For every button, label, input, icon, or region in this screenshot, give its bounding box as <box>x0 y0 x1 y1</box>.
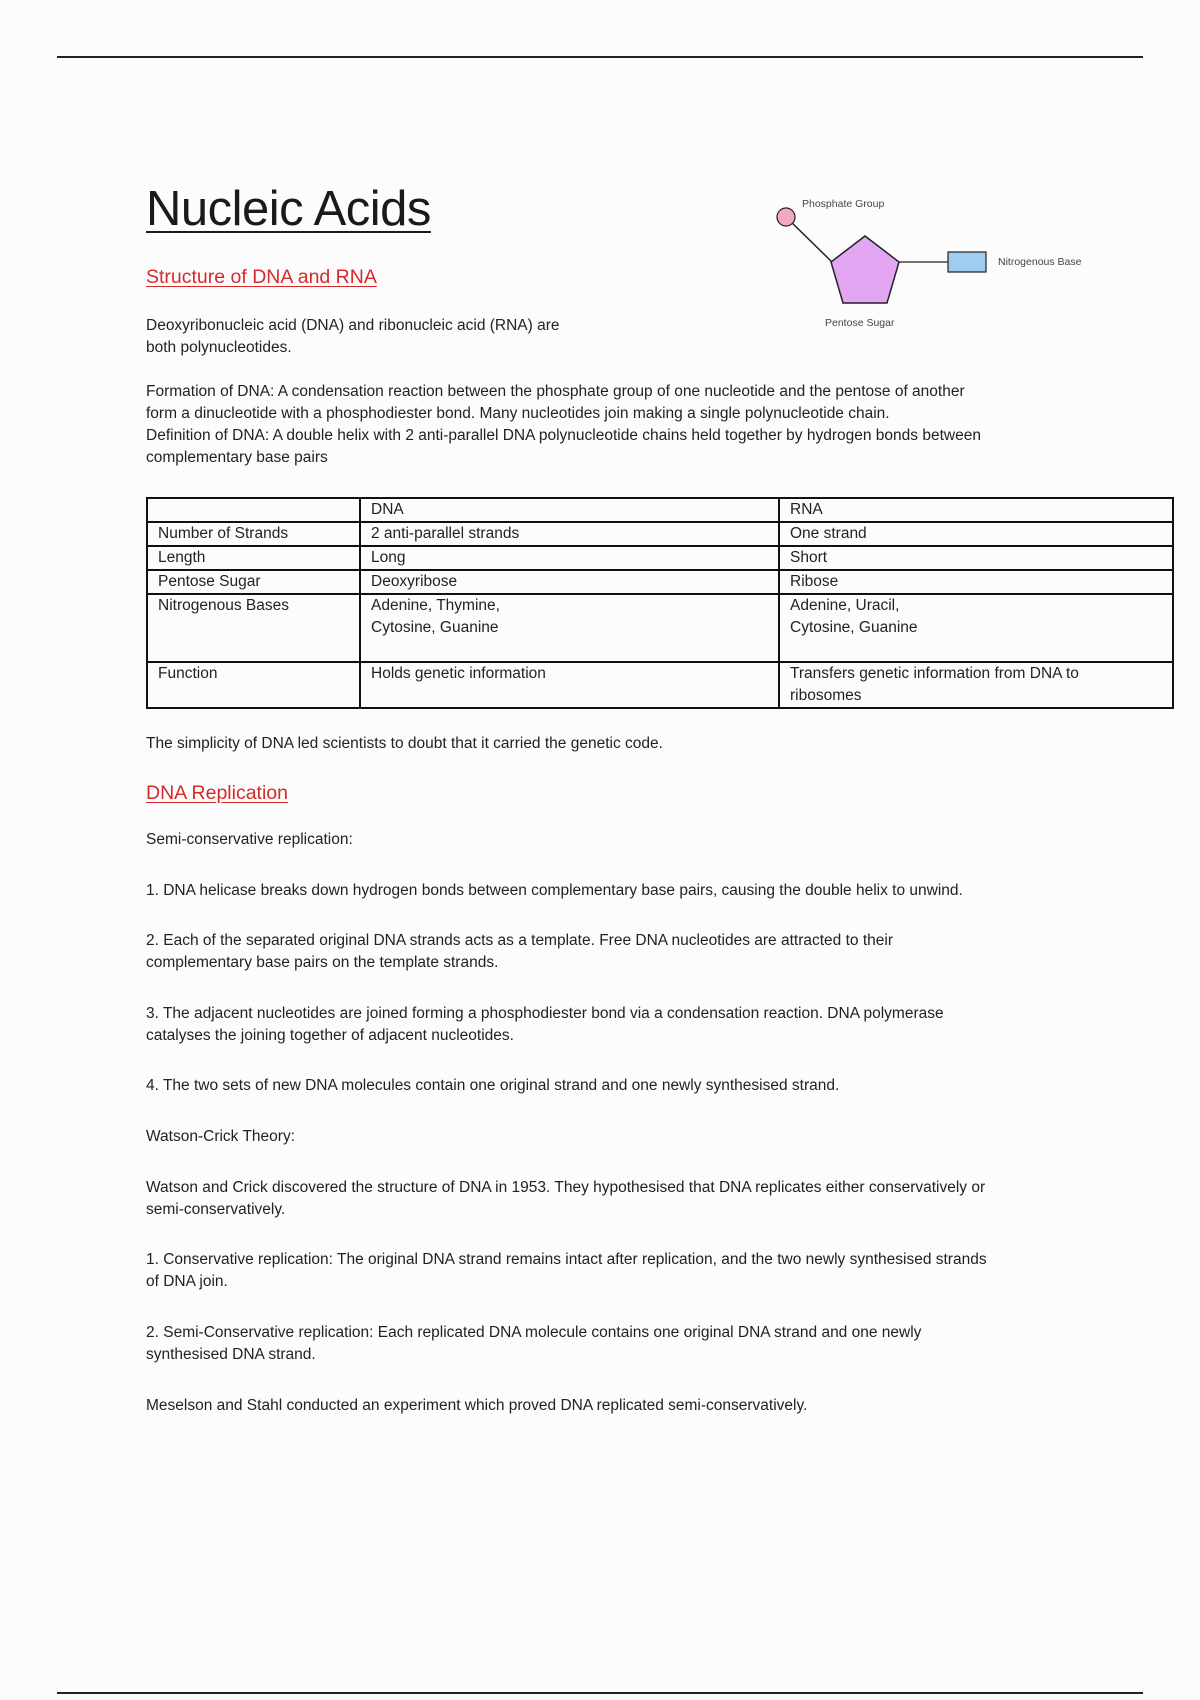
pentose-sugar-label: Pentose Sugar <box>825 317 895 329</box>
table-cell-dna: 2 anti-parallel strands <box>360 522 779 546</box>
replication-step-1: 1. DNA helicase breaks down hydrogen bonds between complementary base pairs, causing the double helix to unwind. <box>146 882 963 899</box>
watson-crick-line-1: Watson and Crick discovered the structure of DNA in 1953. They hypothesised that DNA replicates either conservatively or <box>146 1179 986 1196</box>
conservative-line-2: of DNA join. <box>146 1273 228 1290</box>
replication-step-4: 4. The two sets of new DNA molecules contain one original strand and one newly synthesised strand. <box>146 1077 840 1094</box>
table-row-label: Nitrogenous Bases <box>147 594 360 662</box>
table-row-label: Number of Strands <box>147 522 360 546</box>
table-cell-line: Cytosine, Guanine <box>790 619 918 636</box>
phosphate-group-label: Phosphate Group <box>802 198 885 210</box>
replication-step-3-line-2: catalyses the joining together of adjacent nucleotides. <box>146 1027 514 1044</box>
table-cell-line: Adenine, Uracil, <box>790 597 900 614</box>
meselson-stahl-note: Meselson and Stahl conducted an experiment which proved DNA replicated semi-conservatively. <box>146 1397 808 1414</box>
table-row-label: Length <box>147 546 360 570</box>
table-cell-dna: Deoxyribose <box>360 570 779 594</box>
definition-line-1: Definition of DNA: A double helix with 2 anti-parallel DNA polynucleotide chains held together by hydrogen bonds between <box>146 427 981 444</box>
watson-crick-heading: Watson-Crick Theory: <box>146 1128 296 1145</box>
semi-conservative-heading: Semi-conservative replication: <box>146 831 353 848</box>
formation-line-1: Formation of DNA: A condensation reaction between the phosphate group of one nucleotide and the pentose of another <box>146 383 965 400</box>
dna-rna-comparison-table <box>146 497 1174 709</box>
table-row <box>147 662 1173 708</box>
table-cell-line: Adenine, Thymine, <box>371 597 500 614</box>
top-rule <box>57 56 1143 58</box>
table-cell-dna: Long <box>360 546 779 570</box>
table-cell-line: Cytosine, Guanine <box>371 619 499 636</box>
section-heading-structure: Structure of DNA and RNA <box>146 266 377 288</box>
table-row <box>147 594 1173 662</box>
table-row <box>147 522 1173 546</box>
semi-conservative-line-1: 2. Semi-Conservative replication: Each replicated DNA molecule contains one original DNA strand and one newly <box>146 1324 922 1341</box>
semi-conservative-line-2: synthesised DNA strand. <box>146 1346 316 1363</box>
table-row <box>147 546 1173 570</box>
nucleotide-diagram <box>768 186 1108 336</box>
phosphate-bond-line <box>786 217 832 262</box>
definition-line-2: complementary base pairs <box>146 449 328 466</box>
watson-crick-line-2: semi-conservatively. <box>146 1201 286 1218</box>
replication-step-3-line-1: 3. The adjacent nucleotides are joined forming a phosphodiester bond via a condensation reaction. DNA polymerase <box>146 1005 944 1022</box>
intro-line-2: both polynucleotides. <box>146 339 292 356</box>
simplicity-note: The simplicity of DNA led scientists to doubt that it carried the genetic code. <box>146 735 663 752</box>
table-header-cell <box>147 498 360 522</box>
bottom-rule <box>57 1692 1143 1694</box>
table-row-label: Function <box>147 662 360 708</box>
intro-line-1: Deoxyribonucleic acid (DNA) and ribonucleic acid (RNA) are <box>146 317 560 334</box>
table-cell-line: ribosomes <box>790 687 862 704</box>
table-cell-dna: Holds genetic information <box>360 662 779 708</box>
phosphate-group-circle <box>777 208 795 226</box>
table-cell-line: Transfers genetic information from DNA to <box>790 665 1079 682</box>
conservative-line-1: 1. Conservative replication: The original DNA strand remains intact after replication, and the two newly synthesised strands <box>146 1251 987 1268</box>
table-cell-rna <box>779 662 1173 708</box>
page-title: Nucleic Acids <box>146 182 431 236</box>
table-row <box>147 570 1173 594</box>
table-header-cell: DNA <box>360 498 779 522</box>
section-heading-replication: DNA Replication <box>146 782 288 804</box>
pentose-sugar-pentagon <box>831 236 899 303</box>
formation-line-2: form a dinucleotide with a phosphodiester bond. Many nucleotides join making a single polynucleotide chain. <box>146 405 890 422</box>
table-cell-dna <box>360 594 779 662</box>
table-cell-rna <box>779 594 1173 662</box>
table-row-label: Pentose Sugar <box>147 570 360 594</box>
table-cell-rna: One strand <box>779 522 1173 546</box>
nitrogenous-base-rect <box>948 252 986 272</box>
table-cell-rna: Ribose <box>779 570 1173 594</box>
table-cell-rna: Short <box>779 546 1173 570</box>
table-header-row <box>147 498 1173 522</box>
replication-step-2-line-1: 2. Each of the separated original DNA strands acts as a template. Free DNA nucleotides are attracted to their <box>146 932 893 949</box>
table-header-cell: RNA <box>779 498 1173 522</box>
replication-step-2-line-2: complementary base pairs on the template strands. <box>146 954 499 971</box>
nitrogenous-base-label: Nitrogenous Base <box>998 256 1082 268</box>
